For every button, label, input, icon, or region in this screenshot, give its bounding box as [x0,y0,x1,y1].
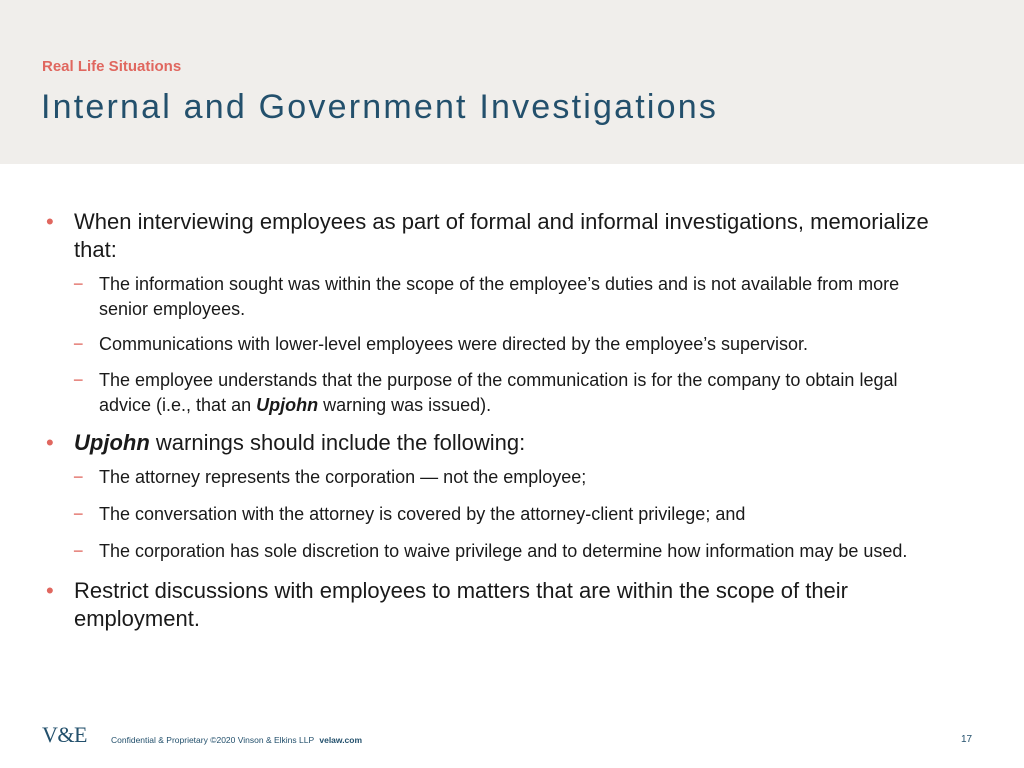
sub-bullet-item [0,332,949,357]
sub-bullet-marker: − [73,541,84,561]
bullet-marker: • [46,578,54,603]
sub-bullet-text-before: The employee understands that the purpose of the communication is for the company to obtain legal advice (i.e., that an [99,370,898,415]
bullet-marker: • [46,430,54,455]
bullet-text: When interviewing employees as part of formal and informal investigations, memorialize that: [74,209,929,262]
slide-title: Internal and Government Investigations [41,88,719,126]
sub-bullet-text: The conversation with the attorney is covered by the attorney-client privilege; and [99,504,746,524]
ve-logo: V&E [42,722,87,747]
sub-bullet-item [0,539,949,564]
bullet-item [0,429,954,457]
sub-bullet-marker: − [73,504,84,524]
slide-content [0,208,1024,633]
sub-bullet-marker: − [73,370,84,390]
sub-bullet-text: The information sought was within the scope of the employee’s duties and is not available from more senior employees. [99,274,900,319]
sub-bullet-marker: − [73,334,84,354]
upjohn-emphasis: Upjohn [74,430,150,455]
confidential-notice: Confidential & Proprietary ©2020 Vinson & Elkins LLP [111,735,314,745]
bullet-text: Restrict discussions with employees to matters that are within the scope of their employment. [74,578,849,631]
footer-note [111,735,362,745]
bullet-text: warnings should include the following: [149,430,526,455]
section-eyebrow: Real Life Situations [42,58,182,75]
sub-bullet-marker: − [73,467,84,487]
sub-bullet-item [0,465,949,490]
slide-footer [0,722,1024,762]
sub-bullet-item [0,502,949,527]
sub-bullet-text: Communications with lower-level employees were directed by the employee’s supervisor. [99,334,808,354]
sub-bullet-item [0,272,949,322]
upjohn-emphasis: Upjohn [256,395,319,415]
sub-bullet-marker: − [73,274,84,294]
sub-bullet-item [0,368,949,418]
bullet-marker: • [46,209,54,234]
sub-bullet-text: The attorney represents the corporation — not the employee; [99,467,587,487]
sub-bullet-text: The corporation has sole discretion to waive privilege and to determine how information may be used. [99,541,908,561]
bullet-item [0,577,954,633]
page-number: 17 [961,734,973,745]
slide-header [0,0,1024,164]
website-link[interactable]: velaw.com [319,735,363,745]
bullet-item [0,208,954,264]
sub-bullet-text-after: warning was issued). [318,395,492,415]
